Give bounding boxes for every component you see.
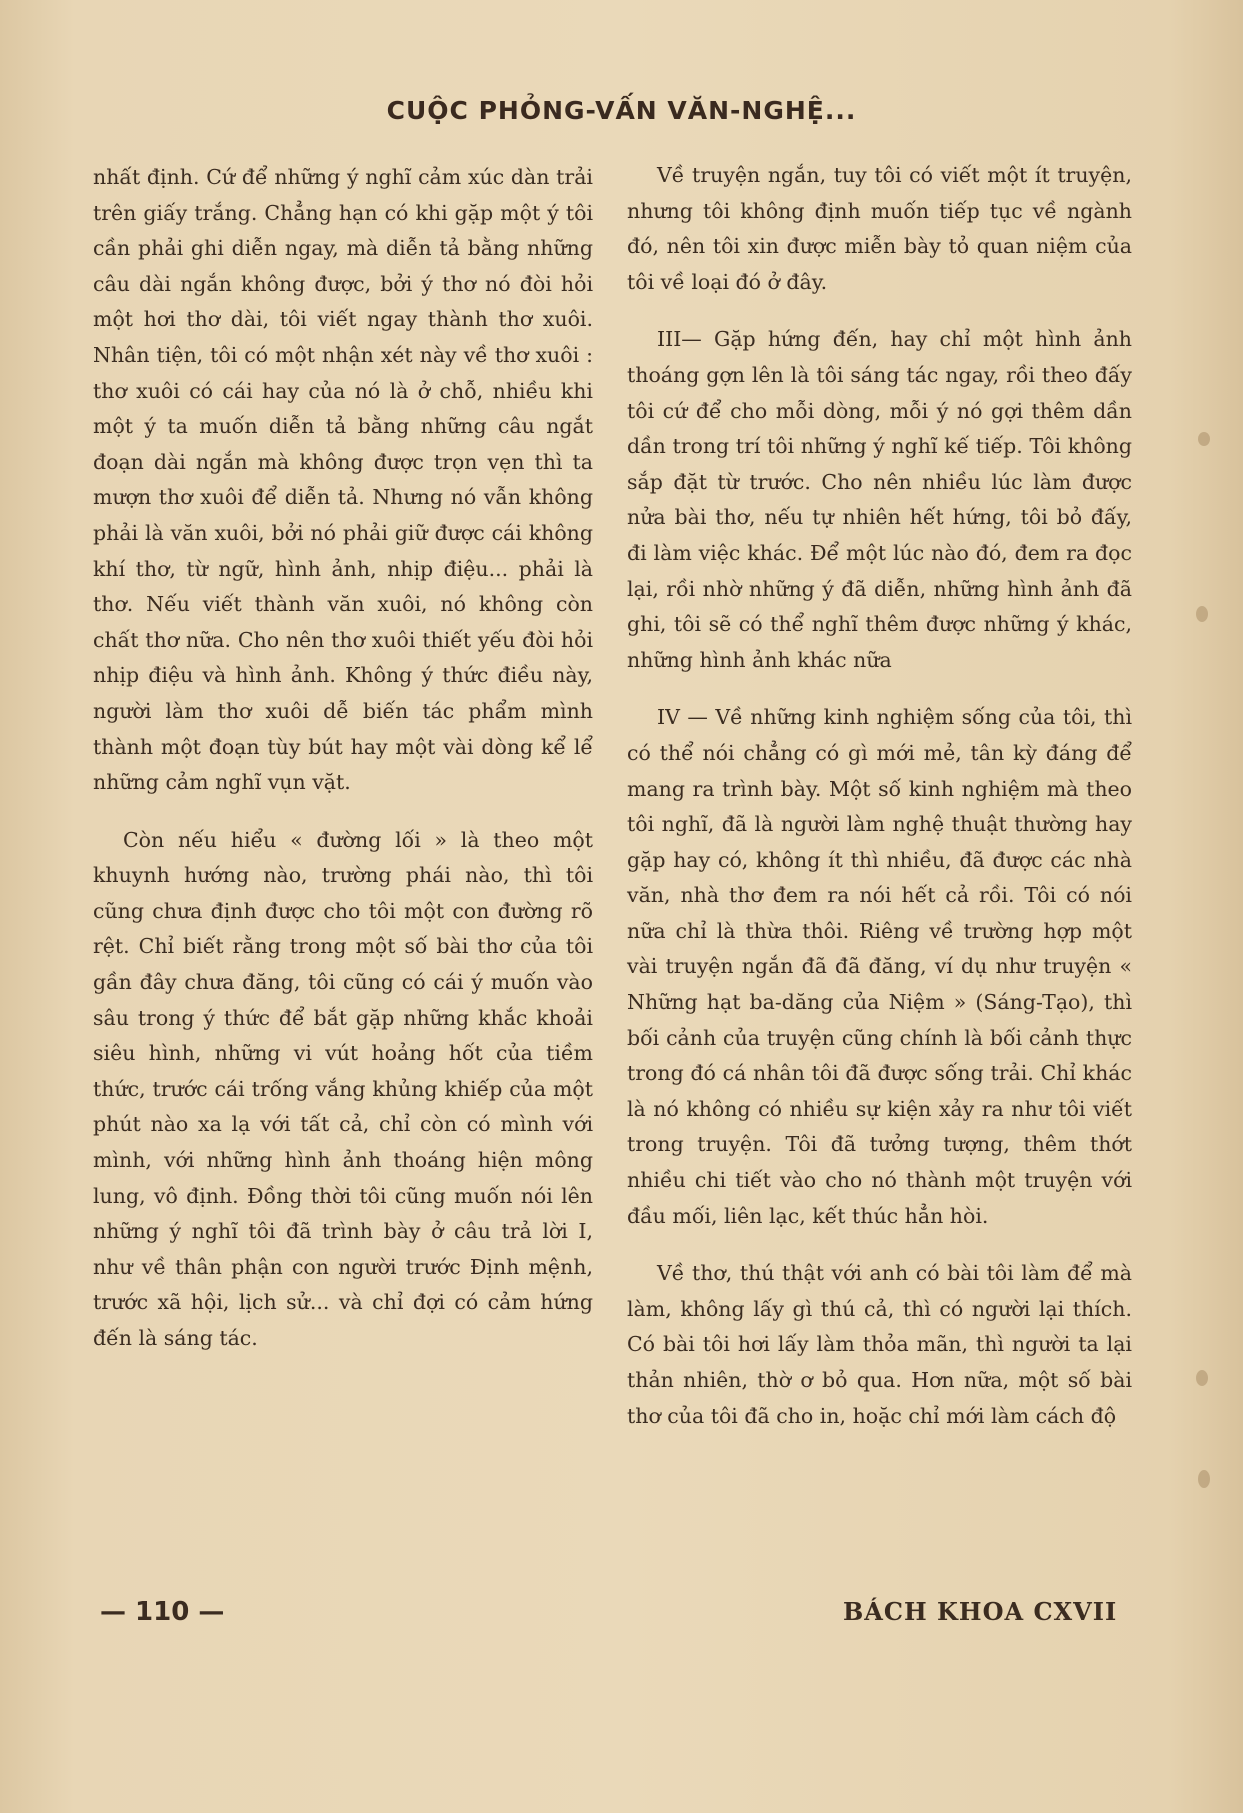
paragraph: III— Gặp hứng đến, hay chỉ một hình ảnh thoáng gợn lên là tôi sáng tác ngay, rồi theo đấy tôi cứ để cho mỗi dòng, mỗi ý nó gợi thêm dần dần trong trí tôi những ý nghĩ kế tiếp. Tôi không sắp đặt từ trước. Cho nên nhiều lúc làm được nửa bài thơ, nếu tự nhiên hết hứng, tôi bỏ đấy, đi làm việc khác. Để một lúc nào đó, đem ra đọc lại, rồi nhờ những ý đã diễn, những hình ảnh đã ghi, tôi sẽ có thể nghĩ thêm được những ý khác, những hình ảnh khác nữa — [627, 327, 1132, 672]
publication-name: BÁCH KHOA CXVII — [843, 1597, 1118, 1626]
paragraph: IV — Về những kinh nghiệm sống của tôi, thì có thể nói chẳng có gì mới mẻ, tân kỳ đáng để mang ra trình bày. Một số kinh nghiệm mà theo tôi nghĩ, đã là người làm nghệ thuật thường hay gặp hay có, không ít thì nhiều, đã được các nhà văn, nhà thơ đem ra nói hết cả rồi. Tôi có nói nữa chỉ là thừa thôi. Riêng về trường hợp một vài truyện ngắn đã đã đăng, ví dụ như truyện « Những hạt ba-dăng của Niệm » (Sáng-Tạo), thì bối cảnh của truyện cũng chính là bối cảnh thực trong đó cá nhân tôi đã được sống trải. Chỉ khác là nó không có nhiều sự kiện xảy ra như tôi viết trong truyện. Tôi đã tưởng tượng, thêm thớt nhiều chi tiết vào cho nó thành một truyện với đầu mối, liên lạc, kết thúc hẳn hòi. — [627, 705, 1132, 1228]
left-column — [93, 160, 593, 1379]
paper-stain — [1196, 1370, 1208, 1386]
right-column — [627, 158, 1132, 1456]
paragraph: Còn nếu hiểu « đường lối » là theo một khuynh hướng nào, trường phái nào, thì tôi cũng chưa định được cho tôi một con đường rõ rệt. Chỉ biết rằng trong một số bài thơ của tôi gần đây chưa đăng, tôi cũng có cái ý muốn vào sâu trong ý thức để bắt gặp những khắc khoải siêu hình, những vi vút hoảng hốt của tiềm thức, trước cái trống vắng khủng khiếp của một phút nào xa lạ với tất cả, chỉ còn có mình với mình, với những hình ảnh thoáng hiện mông lung, vô định. Đồng thời tôi cũng muốn nói lên những ý nghĩ tôi đã trình bày ở câu trả lời I, như về thân phận con người trước Định mệnh, trước xã hội, lịch sử... và chỉ đợi có cảm hứng đến là sáng tác. — [93, 827, 593, 1350]
page-number: — 110 — — [100, 1597, 225, 1627]
paragraph: nhất định. Cứ để những ý nghĩ cảm xúc dàn trải trên giấy trắng. Chẳng hạn có khi gặp một ý tôi cần phải ghi diễn ngay, mà diễn tả bằng những câu dài ngắn không được, bởi ý thơ nó đòi hỏi một hơi thơ dài, tôi viết ngay thành thơ xuôi. Nhân tiện, tôi có một nhận xét này về thơ xuôi : thơ xuôi có cái hay của nó là ở chỗ, nhiều khi một ý ta muốn diễn tả bằng những câu ngắt đoạn dài ngắn mà không được trọn vẹn thì ta mượn thơ xuôi để diễn tả. Nhưng nó vẫn không phải là văn xuôi, bởi nó phải giữ được cái không khí thơ, từ ngữ, hình ảnh, nhịp điệu... phải là thơ. Nếu viết thành văn xuôi, nó không còn chất thơ nữa. Cho nên thơ xuôi thiết yếu đòi hỏi nhịp điệu và hình ảnh. Không ý thức điều này, người làm thơ xuôi dễ biến tác phẩm mình thành một đoạn tùy bút hay một vài dòng kể lể những cảm nghĩ vụn vặt. — [93, 165, 593, 795]
paper-stain — [1198, 1470, 1210, 1488]
paragraph: Về thơ, thú thật với anh có bài tôi làm để mà làm, không lấy gì thú cả, thì có người lại thích. Có bài tôi hơi lấy làm thỏa mãn, thì người ta lại thản nhiên, thờ ơ bỏ qua. Hơn nữa, một số bài thơ của tôi đã cho in, hoặc chỉ mới làm cách độ — [627, 1261, 1132, 1428]
paper-stain — [1198, 432, 1210, 446]
running-header: CUỘC PHỎNG-VẤN VĂN-NGHỆ... — [386, 96, 857, 125]
paper-stain — [1196, 606, 1208, 622]
paragraph: Về truyện ngắn, tuy tôi có viết một ít truyện, nhưng tôi không định muốn tiếp tục về ngành đó, nên tôi xin được miễn bày tỏ quan niệm của tôi về loại đó ở đây. — [627, 163, 1132, 294]
